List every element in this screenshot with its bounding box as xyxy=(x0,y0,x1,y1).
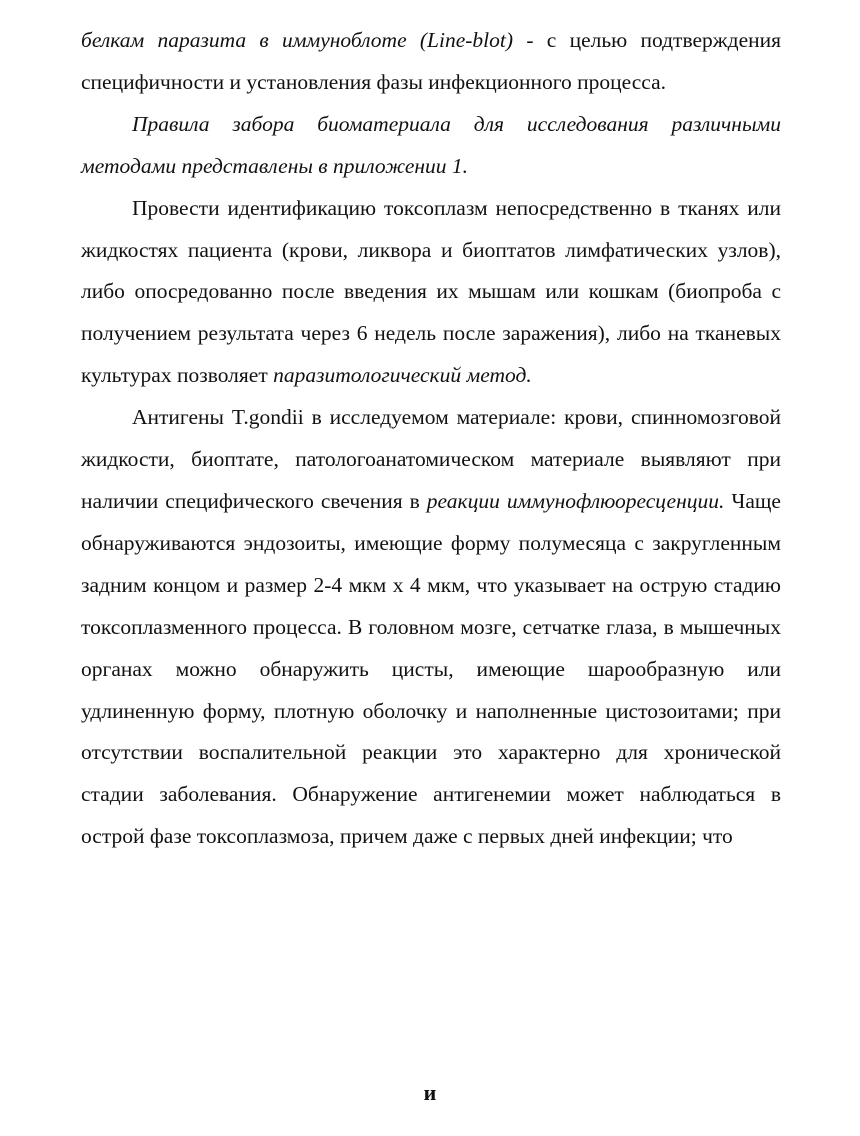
paragraph-antigens xyxy=(81,397,781,858)
italic-lead-text: белкам паразита в иммуноблоте (Line-blot) xyxy=(81,28,514,52)
paragraph-sampling-rules xyxy=(81,104,781,188)
italic-paragraph-text: Правила забора биоматериала для исследования различными методами представлены в приложении 1. xyxy=(81,111,781,178)
paragraph-text: Чаще обнаруживаются эндозоиты, имеющие форму полумесяца с закругленным задним концом и размер 2-4 мкм х 4 мкм, что указывает на острую стадию токсоплазменного процесса. В головном мозге, сетчатке глаза, в мышечных органах можно обнаружить цисты, имеющие шарообразную или удлиненную форму, плотную оболочку и наполненные цистозоитами; при отсутствии воспалительной реакции это характерно для хронической стадии заболевания. Обнаружение антигенемии может наблюдаться в острой фазе токсоплазмоза, причем даже с первых дней инфекции; что xyxy=(81,488,781,849)
paragraph-identification xyxy=(81,188,781,398)
italic-method-name: паразитологический метод. xyxy=(273,363,532,388)
italic-method-name: реакции иммунофлюоресценции. xyxy=(426,488,725,513)
paragraph-text: Провести идентификацию токсоплазм непосредственно в тканях или жидкостях пациента (крови, ликвора и биоптатов лимфатических узлов), либо опосредованно после введения их мышам или кошкам (биопроба с получением результата через 6 недель после заражения), либо на тканевых культурах позволяет xyxy=(81,195,781,388)
page-footer-text: и xyxy=(423,1080,437,1105)
paragraph-text: - с целью подтверждения специфичности и установления фазы инфекционного процесса. xyxy=(81,28,782,94)
document-body xyxy=(81,20,781,858)
paragraph-text: Антигены T.gondii в исследуемом материале: крови, спинномозговой жидкости, биоптате, патологоанатомическом материале выявляют при наличии специфического свечения в xyxy=(81,405,781,513)
paragraph-line-blot xyxy=(81,20,781,104)
